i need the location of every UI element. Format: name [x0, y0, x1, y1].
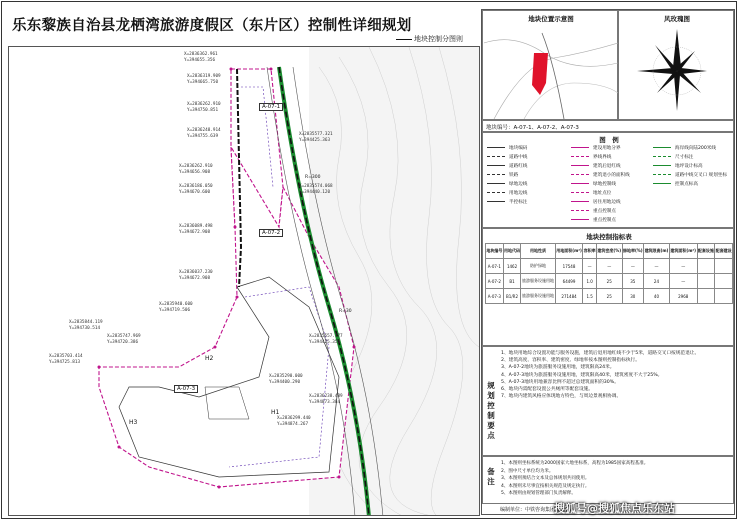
coordinate-label: Y=394730.514 [69, 326, 101, 331]
table-cell: A-07-2 [486, 274, 504, 289]
list-item: 4、A-07-3地块为旅游服务设施用地，建筑限高40米，建筑密度不大于25%。 [501, 372, 663, 378]
table-header: 用地面积(m²) [555, 244, 583, 259]
road-label: R=30 [339, 309, 352, 314]
table-cell: 防护绿地 [521, 259, 555, 274]
legend-swatch [571, 165, 589, 166]
rules-box [482, 346, 734, 456]
list-item: 2、建筑高度、容积率、建筑密度、绿地率按本图则控制指标执行。 [501, 358, 640, 364]
coordinate-label: Y=394725.813 [49, 360, 81, 365]
list-item: 4、本图则未尽事宜按相关规范及规定执行。 [501, 483, 590, 489]
legend-item [571, 145, 621, 151]
legend-swatch [653, 156, 671, 157]
legend-label: 尺寸标注 [675, 155, 694, 160]
legend-item [571, 163, 621, 169]
legend-item [653, 163, 703, 169]
table-header: 建筑密度(%) [596, 244, 622, 259]
legend-box [482, 132, 734, 228]
legend-label: 界线界线 [593, 155, 612, 160]
road-label: R=300 [305, 175, 321, 180]
remarks-label: 备注 [487, 467, 495, 486]
coordinate-label: X=2836262.910 [179, 164, 213, 169]
coordinate-label: X=2836037.230 [179, 270, 213, 275]
legend-label: 建筑后退红线 [593, 164, 621, 169]
location-map-box [482, 10, 618, 120]
table-header: 建筑限高(m) [644, 244, 670, 259]
list-item: 3、A-07-2地块为旅游服务设施用地，建筑限高24米。 [501, 365, 615, 371]
legend-item [487, 163, 527, 169]
location-map-canvas [484, 23, 618, 119]
legend-label: 道路中线 [509, 155, 528, 160]
legend-swatch [487, 165, 505, 166]
legend-label: 建筑退小的面积线 [593, 173, 630, 178]
table-cell [697, 259, 715, 274]
table-cell: — [669, 274, 697, 289]
table-header: 地块编号 [486, 244, 504, 259]
coordinate-label: Y=394440.120 [299, 190, 331, 195]
table-header: 容积率 [583, 244, 597, 259]
coordinate-label: X=2835703.414 [49, 354, 83, 359]
coordinate-label: X=2835574.068 [299, 184, 333, 189]
legend-label: 铁路 [509, 173, 519, 178]
table-cell: 1.0 [583, 274, 597, 289]
coordinate-label: X=2836262.910 [187, 102, 221, 107]
legend-label: 绿地边线 [509, 182, 528, 187]
page-subtitle: 地块控制分图则 [396, 34, 463, 44]
list-item: 3、本图则须结合文本及总体规划共同使用。 [501, 476, 590, 482]
indicator-table-box [482, 228, 734, 346]
table-cell: — [583, 259, 597, 274]
legend-label: 半控标注 [509, 200, 528, 205]
legend-item [571, 190, 611, 196]
table-cell: — [622, 259, 644, 274]
block-id-bar [482, 120, 734, 132]
table-cell: 17548 [555, 259, 583, 274]
list-item: 2、图中尺寸单位均为米。 [501, 468, 554, 474]
table-cell: 25 [596, 274, 622, 289]
coordinate-label: X=2836089.498 [179, 224, 213, 229]
legend-swatch [571, 192, 589, 193]
table-cell: B1 [503, 274, 521, 289]
legend-swatch [571, 201, 589, 202]
legend-label: 海岸线向陆200米线 [675, 146, 716, 151]
coordinate-label: X=2835940.600 [159, 302, 193, 307]
block-ids: 地块编号：A-07-1、A-07-2、A-07-3 [486, 125, 579, 131]
legend-swatch [487, 156, 505, 157]
coordinate-label: X=2836362.961 [184, 52, 218, 57]
legend-label: 建设用地分界 [593, 146, 621, 151]
coordinate-label: X=2835290.000 [269, 374, 303, 379]
legend-item [571, 217, 616, 223]
table-cell: 271484 [555, 289, 583, 304]
legend-swatch [653, 183, 671, 184]
remarks-list [501, 460, 731, 498]
legend-item [487, 145, 527, 151]
legend-swatch [487, 201, 505, 202]
table-cell: 64499 [555, 274, 583, 289]
legend-label: 控制点标高 [675, 182, 698, 187]
legend-label: 地址点位 [593, 191, 612, 196]
table-cell [697, 274, 715, 289]
table-cell: 旅游服务设施用地 [521, 274, 555, 289]
legend-item [653, 154, 693, 160]
coordinate-label: Y=394400.290 [269, 380, 301, 385]
table-header: 配套设施 [697, 244, 715, 259]
legend-swatch [571, 183, 589, 184]
coordinate-label: Y=394670.600 [179, 190, 211, 195]
legend-label: 道路红线 [509, 164, 528, 169]
list-item: 6、地块内需配套设置公共厕所等配套设施。 [501, 387, 594, 393]
remarks-box [482, 456, 734, 504]
coordinate-label: Y=394750.851 [187, 108, 219, 113]
table-cell: 1462 [503, 259, 521, 274]
coordinate-label: X=2836238.489 [309, 394, 343, 399]
legend-item [487, 181, 527, 187]
legend-item [571, 172, 630, 178]
wind-rose-box [618, 10, 734, 120]
block-label-a07-1[interactable]: A-07-1 [259, 103, 283, 111]
coordinate-label: Y=394672.908 [179, 276, 211, 281]
legend-label: 重点控制点 [593, 209, 616, 214]
watermark: 搜狐号@搜狐焦点乐东站 [554, 502, 675, 515]
rules-list [501, 350, 731, 400]
table-row [486, 274, 733, 289]
table-row [486, 259, 733, 274]
table-cell [697, 289, 715, 304]
wind-rose-icon [622, 24, 732, 118]
table-cell: — [644, 259, 670, 274]
map-canvas [9, 47, 480, 516]
legend-item [571, 154, 611, 160]
table-cell: 24 [644, 274, 670, 289]
list-item: 1、本图则坐标系统为2000国家大地坐标系，高程为1985国家高程基准。 [501, 461, 649, 466]
legend-swatch [571, 147, 589, 148]
coordinate-label: X=2836299.440 [277, 416, 311, 421]
table-cell: A-07-1 [486, 259, 504, 274]
coordinate-label: Y=394656.908 [179, 170, 211, 175]
coordinate-label: Y=394665.750 [187, 80, 219, 85]
legend-item [653, 181, 698, 187]
table-cell [715, 259, 733, 274]
legend-item [653, 145, 716, 151]
legend-swatch [571, 174, 589, 175]
coordinate-label: Y=394672.908 [179, 230, 211, 235]
table-cell: 25 [596, 289, 622, 304]
coordinate-label: X=2835557.777 [309, 334, 343, 339]
table-cell: 35 [622, 274, 644, 289]
legend-title: 图 例 [599, 136, 619, 144]
legend-swatch [571, 156, 589, 157]
coordinate-label: Y=394755.639 [187, 134, 219, 139]
list-item: 1、地块用地综合设置功能与服务设施，建筑后退用地红线不少于5米，道路交叉口按规范退让。 [501, 351, 700, 356]
table-header: 配套建设 [715, 244, 733, 259]
table-cell [715, 274, 733, 289]
info-panel [481, 9, 735, 515]
table-header: 绿地率(%) [622, 244, 644, 259]
legend-item [571, 181, 616, 187]
table-cell: 30 [622, 289, 644, 304]
list-item: 7、地块内建筑风格应体现地方特色，与周边景观相协调。 [501, 394, 622, 400]
legend-swatch [487, 192, 505, 193]
rules-label: 规划控制要点 [487, 381, 495, 440]
legend-swatch [571, 219, 589, 220]
legend-label: 地坪设计标高 [675, 164, 703, 169]
legend-label: 绿地控制线 [593, 182, 616, 187]
block-label-a07-3[interactable]: A-07-3 [174, 385, 198, 393]
legend-item [487, 190, 527, 196]
table-cell: — [669, 259, 697, 274]
table-cell: B1/R2 [503, 289, 521, 304]
table-header: 用地代码 [503, 244, 521, 259]
legend-label: 居住用地边线 [593, 200, 621, 205]
legend-item [487, 172, 518, 178]
table-cell: 2968 [669, 289, 697, 304]
legend-swatch [487, 183, 505, 184]
legend-label: 用地边线 [509, 191, 528, 196]
list-item: 5、A-07-3地块用地兼容比例不超过总建筑面积的30%。 [501, 379, 619, 385]
coordinate-label: Y=394425.363 [299, 138, 331, 143]
legend-swatch [487, 147, 505, 148]
wind-rose-title: 风玫瑰图 [664, 15, 690, 23]
legend-label: 重点控制点 [593, 218, 616, 223]
coordinate-label: X=2836319.909 [187, 74, 221, 79]
coordinate-label: X=2835577.321 [299, 132, 333, 137]
coordinate-label: X=2836186.050 [179, 184, 213, 189]
zone-label-h1: H1 [271, 409, 280, 416]
legend-swatch [653, 147, 671, 148]
table-cell [715, 289, 733, 304]
legend-swatch [571, 210, 589, 211]
indicator-table-title: 地块控制指标表 [586, 233, 632, 241]
coordinate-label: X=2835844.119 [69, 320, 103, 325]
block-label-a07-2[interactable]: A-07-2 [259, 229, 283, 237]
legend-item [487, 199, 527, 205]
legend-swatch [653, 174, 671, 175]
table-cell: 40 [644, 289, 670, 304]
zone-label-h2: H2 [205, 355, 214, 362]
table-header: 用地性质 [521, 244, 555, 259]
legend-swatch [487, 174, 505, 175]
table-header: 建筑面积(m²) [669, 244, 697, 259]
coordinate-label: Y=394874.267 [277, 422, 309, 427]
coordinate-label: X=2836248.914 [187, 128, 221, 133]
coordinate-label: Y=394655.356 [184, 58, 216, 63]
legend-swatch [653, 165, 671, 166]
table-cell: 旅游服务设施用地 [521, 289, 555, 304]
coordinate-label: Y=394873.384 [309, 400, 341, 405]
coordinate-label: Y=394720.386 [107, 340, 139, 345]
legend-item [487, 154, 527, 160]
table-row [486, 289, 733, 304]
control-map[interactable] [8, 46, 480, 516]
coordinate-label: Y=394425.356 [309, 340, 341, 345]
coordinate-label: X=2835747.969 [107, 334, 141, 339]
table-cell: 1.5 [583, 289, 597, 304]
location-map-title: 地块位置示意图 [528, 15, 574, 23]
legend-item [653, 172, 727, 178]
footer-org: 编制单位：中铁咨询集团有限公司 [500, 507, 576, 513]
legend-label: 道路中线交叉口 规划坐标 [675, 173, 727, 178]
coordinate-label: Y=394719.506 [159, 308, 191, 313]
table-cell: — [596, 259, 622, 274]
list-item: 5、本图则由规划管理部门负责解释。 [501, 491, 576, 497]
table-cell: A-07-3 [486, 289, 504, 304]
indicator-table [485, 243, 733, 304]
legend-label: 地块编码 [509, 146, 528, 151]
zone-label-h3: H3 [129, 419, 138, 426]
legend-item [571, 208, 616, 214]
legend-item [571, 199, 621, 205]
page-title: 乐东黎族自治县龙栖湾旅游度假区（东片区）控制性详细规划 [12, 18, 412, 34]
